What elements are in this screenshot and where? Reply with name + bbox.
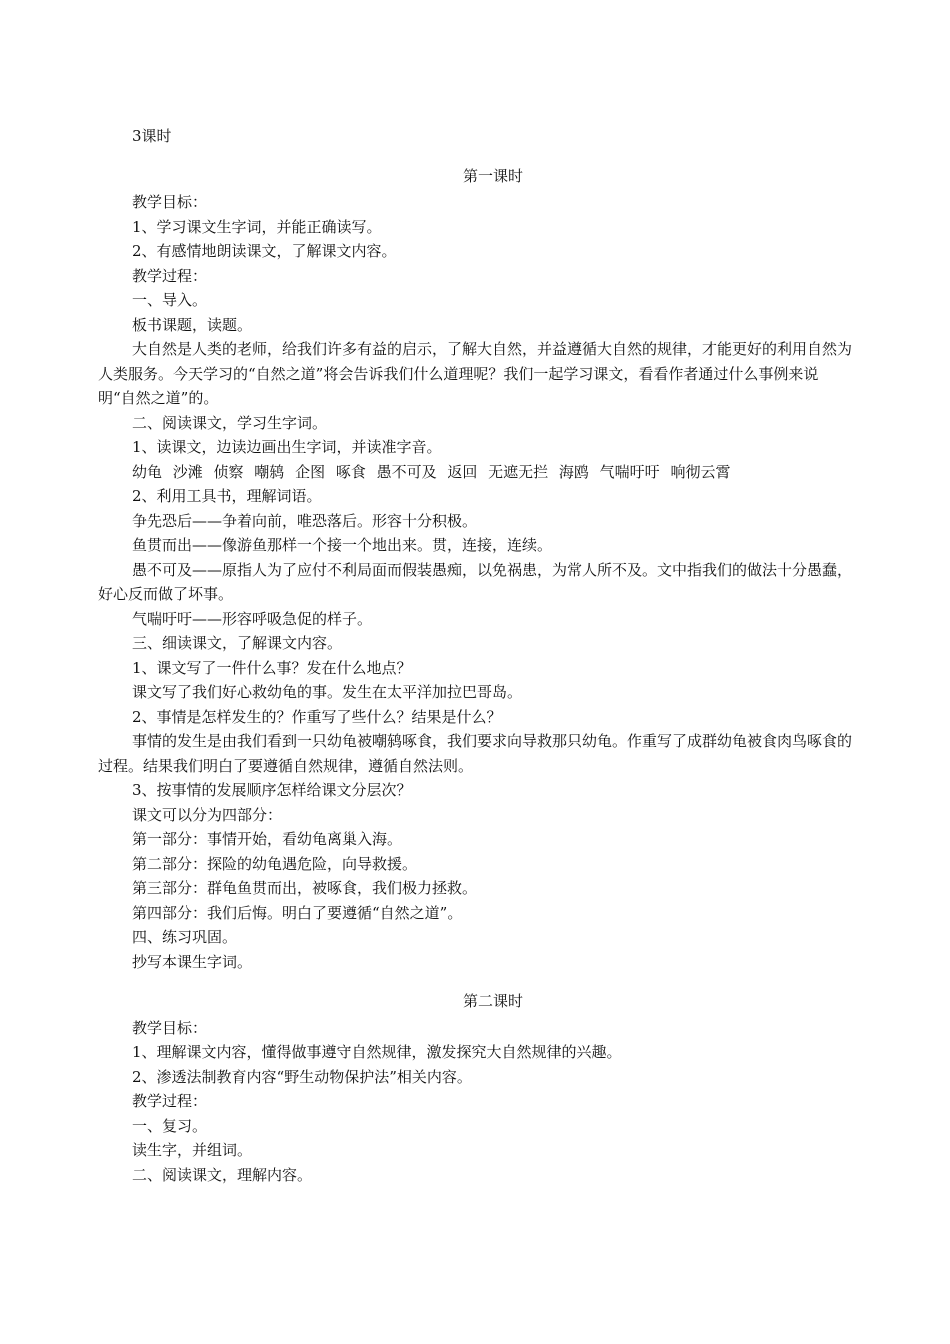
paragraph: 1、学习课文生字词，并能正确读写。 xyxy=(132,217,382,236)
class-hours-note: 3课时 xyxy=(132,127,172,145)
vocabulary-list: 幼龟 沙滩 侦察 嘲鸫 企图 啄食 愚不可及 返回 无遮无拦 海鸥 气喘吁吁 响彻云霄 xyxy=(132,462,731,481)
paragraph: 三、细读课文，了解课文内容。 xyxy=(132,634,343,652)
paragraph: 鱼贯而出——像游鱼那样一个接一个地出来。贯，连接，连续。 xyxy=(132,536,553,554)
paragraph: 2、渗透法制教育内容“野生动物保护法”相关内容。 xyxy=(132,1067,472,1086)
paragraph: 板书课题，读题。 xyxy=(132,315,253,334)
paragraph: 抄写本课生字词。 xyxy=(132,952,253,971)
paragraph: 2、有感情地朗读课文，了解课文内容。 xyxy=(132,242,397,260)
paragraph: 事情的发生是由我们看到一只幼龟被嘲鸫啄食，我们要求向导救那只幼龟。作重写了成群幼龟被食肉鸟啄食的过程。结果我们明白了要遵循自然规律，遵循自然法则。 xyxy=(98,732,853,775)
paragraph: 教学过程： xyxy=(132,1092,208,1110)
lesson-2-title: 第二课时 xyxy=(462,992,523,1010)
paragraph: 四、练习巩固。 xyxy=(132,928,238,946)
paragraph: 争先恐后——争着向前，唯恐落后。形容十分积极。 xyxy=(132,511,478,530)
lesson-1-title: 第一课时 xyxy=(462,166,523,185)
paragraph: 课文可以分为四部分： xyxy=(132,805,283,824)
paragraph: 3、按事情的发展顺序怎样给课文分层次？ xyxy=(132,781,412,799)
paragraph: 1、理解课文内容，懂得做事遵守自然规律，激发探究大自然规律的兴趣。 xyxy=(132,1043,622,1061)
paragraph: 大自然是人类的老师，给我们许多有益的启示，了解大自然，并益遵循大自然的规律，才能更好的利用自然为人类服务。今天学习的“自然之道”将会告诉我们什么道理呢？我们一起学习课文，看看作者通过什么事例来说明“自然之道”的。 xyxy=(98,340,853,407)
paragraph: 愚不可及——原指人为了应付不利局面而假装愚痴，以免祸患，为常人所不及。文中指我们的做法十分愚蠢，好心反而做了坏事。 xyxy=(98,560,853,603)
paragraph: 1、读课文，边读边画出生字词，并读准字音。 xyxy=(132,438,442,456)
paragraph: 二、阅读课文，理解内容。 xyxy=(132,1165,313,1184)
paragraph: 第二部分：探险的幼龟遇危险，向导救援。 xyxy=(132,854,418,873)
paragraph: 第四部分：我们后悔。明白了要遵循“自然之道”。 xyxy=(132,903,463,922)
paragraph: 1、课文写了一件什么事？发在什么地点？ xyxy=(132,658,412,677)
paragraph: 一、复习。 xyxy=(132,1116,208,1135)
paragraph: 课文写了我们好心救幼龟的事。发生在太平洋加拉巴哥岛。 xyxy=(132,683,523,701)
paragraph: 教学过程： xyxy=(132,266,208,285)
paragraph: 一、导入。 xyxy=(132,291,208,309)
paragraph: 第三部分：群龟鱼贯而出，被啄食，我们极力拯救。 xyxy=(132,879,478,897)
paragraph: 第一部分：事情开始，看幼龟离巢入海。 xyxy=(132,830,403,848)
document-body xyxy=(98,124,854,1187)
paragraph: 教学目标： xyxy=(132,1018,208,1037)
paragraph: 2、事情是怎样发生的？作重写了些什么？结果是什么？ xyxy=(132,707,502,726)
paragraph: 2、利用工具书，理解词语。 xyxy=(132,487,322,505)
paragraph: 二、阅读课文，学习生字词。 xyxy=(132,413,328,432)
paragraph: 气喘吁吁——形容呼吸急促的样子。 xyxy=(132,609,373,628)
paragraph: 读生字，并组词。 xyxy=(132,1141,253,1159)
paragraph: 教学目标： xyxy=(132,193,208,211)
